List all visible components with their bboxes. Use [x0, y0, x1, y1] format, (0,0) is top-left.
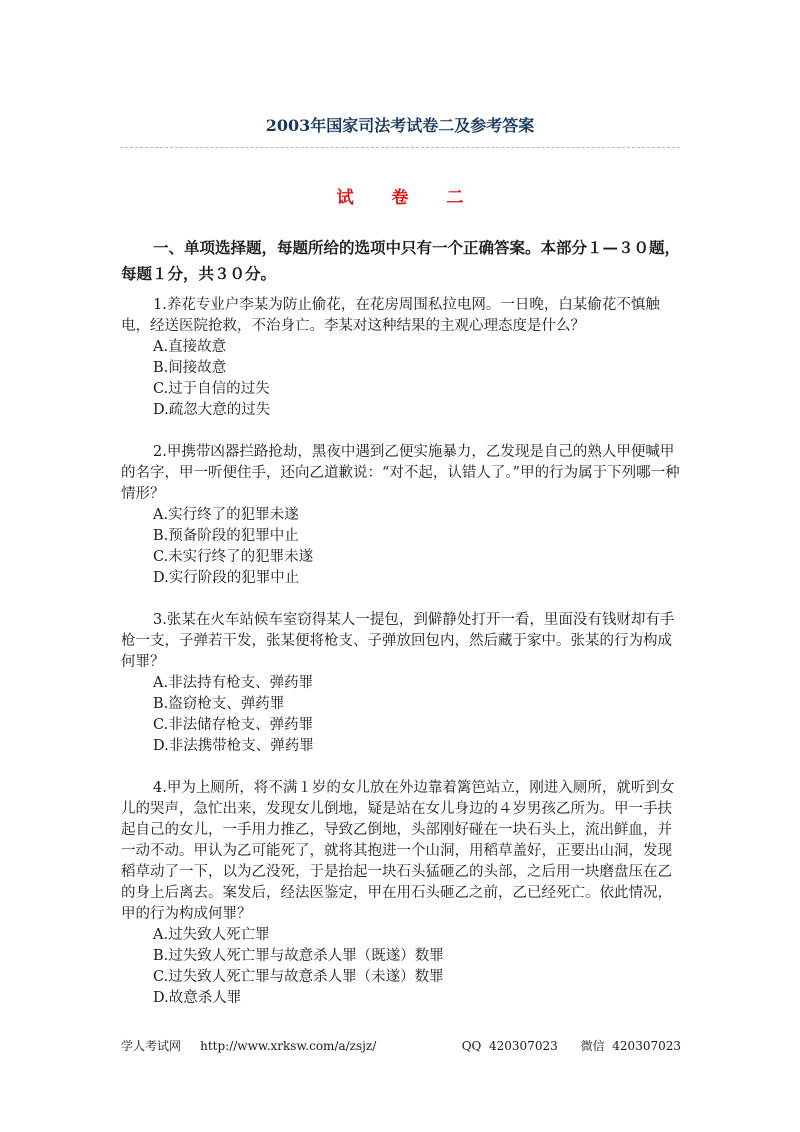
option-a: A.非法持有枪支、弹药罪 [153, 675, 314, 691]
document-title: 2003年国家司法考试卷二及参考答案 [265, 116, 535, 135]
title-divider [120, 147, 680, 148]
question-stem: 2.甲携带凶器拦路抢劫，黑夜中遇到乙便实施暴力，乙发现是自己的熟人甲便喊甲的名字，甲一听便住手，还向乙道歉说：“对不起，认错人了。”甲的行为属于下列哪一种情形？ [121, 444, 680, 502]
footer-qq: QQ 420307023 [461, 1039, 558, 1053]
option-c: C.过失致人死亡罪与故意杀人罪（未遂）数罪 [153, 969, 444, 985]
option-b: B.预备阶段的犯罪中止 [153, 528, 299, 544]
option-c: C.未实行终了的犯罪未遂 [153, 549, 314, 565]
option-d: D.故意杀人罪 [153, 990, 242, 1006]
option-b: B.过失致人死亡罪与故意杀人罪（既遂）数罪 [153, 948, 444, 964]
option-d: D.疏忽大意的过失 [153, 402, 271, 418]
question-stem: 3.张某在火车站候车室窃得某人一提包，到僻静处打开一看，里面没有钱财却有手枪一支，子弹若干发，张某便将枪支、子弹放回包内，然后藏于家中。张某的行为构成何罪？ [121, 612, 675, 670]
question-3 [121, 610, 681, 757]
option-c: C.过于自信的过失 [153, 381, 270, 397]
option-b: B.间接故意 [153, 360, 227, 376]
footer-right [462, 1037, 681, 1054]
option-a: A.直接故意 [153, 339, 227, 355]
section-title: 试 卷 二 [336, 188, 480, 208]
part-heading: 一、单项选择题，每题所给的选项中只有一个正确答案。本部分１—３０题，每题１分，共３０分。 [121, 238, 681, 283]
question-stem: 4.甲为上厕所，将不满１岁的女儿放在外边靠着篱笆站立，刚进入厕所，就听到女儿的哭声，急忙出来，发现女儿倒地，疑是站在女儿身边的４岁男孩乙所为。甲一手扶起自己的女儿，一手用力推乙，导致乙倒地，头部刚好碰在一块石头上，流出鲜血，并一动不动。甲认为乙可能死了，就将其抱进一个山洞，用稻草盖好，正要出山洞，发现稻草动了一下，以为乙没死，于是抬起一块石头猛砸乙的头部，之后用一块磨盘压在乙的身上后离去。案发后，经法医鉴定，甲在用石头砸乙之前，乙已经死亡。依此情况，甲的行为构成何罪？ [121, 780, 675, 922]
option-c: C.非法储存枪支、弹药罪 [153, 717, 314, 733]
option-b: B.盗窃枪支、弹药罪 [153, 696, 285, 712]
option-a: A.实行终了的犯罪未遂 [153, 507, 299, 523]
page-footer [121, 1037, 681, 1054]
question-stem: 1.养花专业户李某为防止偷花，在花房周围私拉电网。一日晚，白某偷花不慎触电，经送医院抢救，不治身亡。李某对这种结果的主观心理态度是什么？ [121, 297, 660, 334]
footer-url[interactable]: http://www.xrksw.com/a/zsjz/ [200, 1039, 377, 1053]
footer-site-name: 学人考试网 [121, 1039, 182, 1053]
footer-left [121, 1037, 376, 1054]
question-4 [121, 778, 681, 1009]
option-d: D.实行阶段的犯罪中止 [153, 570, 300, 586]
question-1 [121, 295, 681, 421]
question-2 [121, 442, 681, 589]
footer-spacer [562, 1039, 577, 1053]
option-d: D.非法携带枪支、弹药罪 [153, 738, 314, 754]
footer-spacer [185, 1039, 196, 1053]
footer-wechat: 微信 420307023 [580, 1039, 681, 1053]
option-a: A.过失致人死亡罪 [153, 927, 270, 943]
